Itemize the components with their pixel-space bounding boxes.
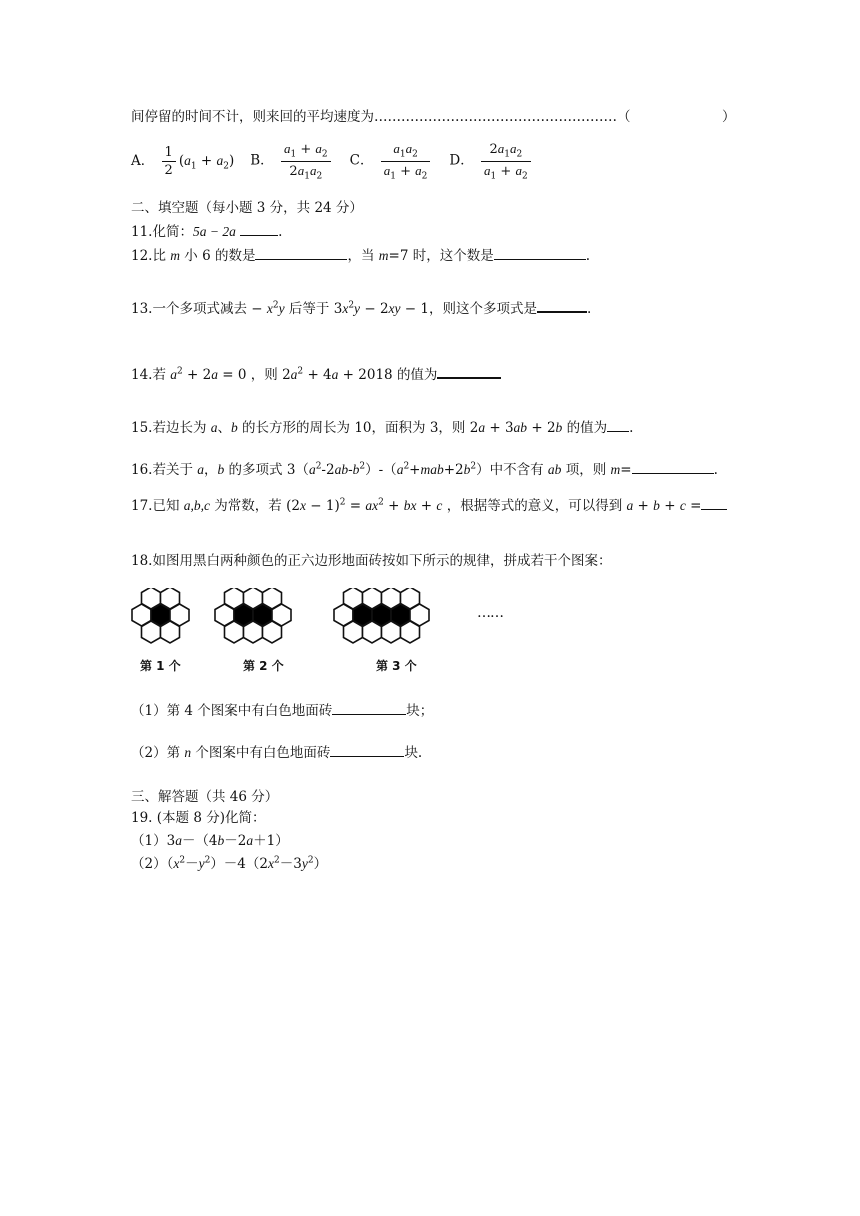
- q17-text-a: 17.已知: [131, 498, 184, 514]
- q18-sub1-blank[interactable]: [332, 713, 406, 715]
- pattern-2: [215, 588, 291, 643]
- q17: 17.已知 a,b,c 为常数，若 $(2x - 1)^2 = ax^2$ + bx + c ，根据等式的意义，可以得到 a + b + c =: [131, 494, 727, 514]
- q15-text-a: 15.若边长为: [131, 420, 211, 436]
- q15-text-c: 的长方形的周长为 10，面积为 3，则: [237, 420, 466, 436]
- q19-part-1: [131, 829, 289, 849]
- q12-var-m2: m: [378, 248, 389, 263]
- section-3-title: 三、解答题（共 46 分）: [131, 789, 279, 805]
- q14-text-b: ，则: [250, 367, 278, 383]
- hex-white: [142, 621, 161, 643]
- q16-text-b: ，: [204, 462, 218, 478]
- q13-text-a: 13.一个多项式减去: [131, 301, 247, 317]
- q12-text-a: 12.比: [131, 248, 171, 264]
- q16-text-g: =: [620, 462, 632, 478]
- hex-white: [225, 621, 244, 643]
- caption-pattern-2: 第 2 个: [243, 659, 284, 673]
- q17-answer-blank[interactable]: [701, 508, 727, 510]
- q13-text-c: ，则这个多项式是: [429, 301, 537, 317]
- option-d-fraction: $\frac{2a_1a_2}{a_1 + a_2}$: [481, 141, 531, 181]
- q13: 13.一个多项式减去 − $x^2y$ 后等于 $3x^2y - 2xy - 1$，则这个多项式是 .: [131, 300, 592, 317]
- q14-text-c: 的值为: [396, 367, 438, 383]
- q10-options: [131, 136, 550, 186]
- caption-pattern-1: 第 1 个: [140, 659, 181, 673]
- q18-text: 18.如图用黑白两种颜色的正六边形地面砖按如下所示的规律，拼成若干个图案：: [131, 553, 612, 569]
- q13-text-b: 后等于: [288, 301, 330, 317]
- q15-answer-blank[interactable]: [607, 430, 629, 432]
- q16-text-a: 16.若关于: [131, 462, 198, 478]
- caption-pattern-3: 第 3 个: [376, 659, 417, 673]
- q10-close-paren: [722, 105, 736, 125]
- q10-option-a[interactable]: A． $\frac{1}{2}$ $(a_1 + a_2)$: [131, 144, 235, 178]
- q16-text-e: ）中不含有: [476, 462, 548, 478]
- q12-blank-1[interactable]: [255, 258, 347, 260]
- q19-p2-c: ）: [313, 856, 328, 872]
- q15-text-d: 的值为: [566, 420, 608, 436]
- q19-p2-a: （2）（: [131, 856, 174, 872]
- q14: 14.若 $a^2 + 2a = 0$ ，则 $2a^2 + 4a + 2018$ 的值为: [131, 363, 501, 383]
- q12-text-f: .: [585, 248, 591, 264]
- q18-sub2-text-a: （2）第: [131, 745, 185, 761]
- q11-expression: 5a − 2a: [192, 224, 236, 239]
- q11-suffix: .: [278, 224, 283, 240]
- q19-p2-b: ）－4（: [210, 856, 260, 872]
- q12-text-b: 小 6 的数是: [180, 248, 256, 264]
- q18-sub-1: [131, 699, 433, 719]
- q18-sub2-text-b: 个图案中有白色地面砖: [191, 745, 331, 761]
- q10-close: ）: [722, 109, 736, 125]
- q11: [131, 220, 282, 240]
- q10-option-d[interactable]: [449, 141, 533, 181]
- q12-blank-2[interactable]: [494, 258, 586, 260]
- q15-text-b: 、: [217, 420, 232, 436]
- q15-text-e: .: [629, 420, 634, 436]
- hex-white: [401, 621, 420, 643]
- q10-text: 间停留的时间不计，则来回的平均速度为………………………………………………（: [131, 109, 631, 125]
- hex-white: [344, 621, 363, 643]
- q18-sub-2: [131, 741, 422, 761]
- q16-text-c: 的多项式 3（: [224, 462, 309, 478]
- q17-text-b: 为常数，若: [210, 498, 282, 514]
- q19-p1-var-a: a: [175, 833, 182, 848]
- pattern-1: [132, 588, 189, 643]
- option-b-fraction: $\frac{a_1 + a_2}{2a_1a_2}$: [281, 141, 331, 181]
- option-b-label: B．: [250, 152, 274, 169]
- q18-sub2-suffix: 块.: [404, 745, 423, 761]
- q19-p1-c: －（4: [181, 833, 218, 849]
- q11-answer-blank[interactable]: [240, 234, 278, 236]
- option-d-label: D．: [449, 152, 474, 169]
- q16-text-f: 项，则: [561, 462, 611, 478]
- q10-option-c[interactable]: [350, 141, 434, 181]
- q19-part-2: $(2)(x^2-y^2)-4(2x^2-3y^2)$: [131, 855, 328, 872]
- hex-white: [363, 621, 382, 643]
- q19-p1-var-a2: a: [246, 833, 254, 848]
- q13-answer-blank[interactable]: [537, 310, 587, 313]
- q17-text-c: ，根据等式的意义，可以得到: [446, 498, 623, 514]
- q12-text-c: ，当: [347, 248, 379, 264]
- q16-text-d: ）-（: [365, 462, 397, 478]
- hex-white: [161, 621, 180, 643]
- q18-sub2-var-n: n: [184, 745, 192, 760]
- q18-sub1-suffix: 块；: [406, 703, 434, 719]
- option-a-label: A．: [131, 152, 155, 169]
- q19-title: 19. (本题 8 分)化简：: [131, 810, 266, 826]
- q12-var-m: m: [170, 248, 181, 263]
- q14-text-a: 14.若: [131, 367, 166, 383]
- hexagon-patterns: [126, 588, 466, 648]
- q10-line: [131, 105, 631, 125]
- q19-p1-var-b: b: [217, 833, 225, 848]
- q19-p1-g: ＋1）: [253, 833, 289, 849]
- q16-answer-blank[interactable]: [632, 472, 714, 474]
- q14-answer-blank[interactable]: [437, 376, 501, 379]
- pattern-3: [334, 588, 429, 643]
- option-c-label: C．: [349, 152, 374, 169]
- q11-prefix: 11.化简：: [131, 224, 193, 240]
- option-c-fraction: $\frac{a_1a_2}{a_1 + a_2}$: [381, 141, 431, 181]
- q16-text-h: .: [713, 462, 718, 478]
- hex-white: [263, 621, 282, 643]
- section-2-title: 二、填空题（每小题 3 分，共 24 分）: [131, 200, 363, 216]
- q12: [131, 244, 590, 264]
- q15: 15.若边长为 a、b 的长方形的周长为 10，面积为 3，则 2a + 3ab + 2b 的值为 .: [131, 420, 634, 436]
- q19-p1-e: －2: [224, 833, 247, 849]
- q12-text-e: =7 时，这个数是: [388, 248, 494, 264]
- hex-white: [382, 621, 401, 643]
- pattern-continuation-dots: ……: [477, 605, 503, 621]
- q18-sub1-text: （1）第 4 个图案中有白色地面砖: [131, 703, 333, 719]
- q16: 16.若关于 a，b 的多项式 $3(a^2-2ab-b^2)-(a^2+mab+2b^2)$中不含有 ab 项，则 m= .: [131, 461, 718, 478]
- q18-sub2-blank[interactable]: [330, 755, 404, 757]
- q10-option-b[interactable]: [250, 141, 333, 181]
- q19-p1-a: （1）3: [131, 833, 176, 849]
- option-a-fraction: $\frac{1}{2}$: [162, 145, 176, 178]
- q13-text-d: .: [587, 301, 592, 317]
- hex-white: [244, 621, 263, 643]
